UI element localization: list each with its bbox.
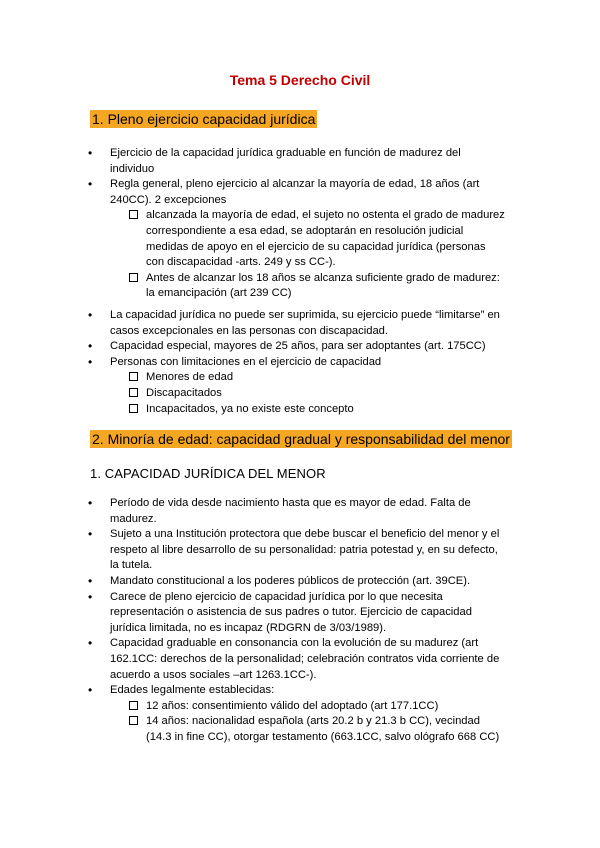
exceptions-list [110, 208, 506, 302]
checkbox-square-icon [129, 404, 138, 413]
list-item: • Capacidad graduable en consonancia con la evolución de su madurez (art 162.1CC: derechos de la personalidad; celebración contratos vida corriente de acuerdo a usos sociales –art 1263.1CC-). [86, 636, 506, 683]
list-item: Antes de alcanzar los 18 años se alcanza suficiente grado de madurez: la emancipación (art 239 CC) [110, 271, 506, 302]
list-item: • Personas con limitaciones en el ejercicio de capacidad Menores de edad Discapacitados Incapacitados, ya no existe este concepto [86, 355, 506, 417]
section-1-heading: 1. Pleno ejercicio capacidad jurídica [92, 111, 316, 127]
limitations-list [110, 370, 506, 417]
section-2-heading: 2. Minoría de edad: capacidad gradual y responsabilidad del menor [92, 431, 510, 447]
ages-list [110, 699, 506, 746]
checkbox-square-icon [129, 388, 138, 397]
list-item: • Regla general, pleno ejercicio al alcanzar la mayoría de edad, 18 años (art 240CC). 2 excepciones alcanzada la mayoría de edad, el sujeto no ostenta el grado de madurez correspondiente a esa edad, se adoptarán en resolución judicial medidas de apoyo en el ejercicio de su capacidad jurídica (personas con discapacidad -arts. 249 y ss CC-). Antes de alcanzar los 18 años se alcanza suficiente grado de madurez: la emancipación (art 239 CC) [86, 177, 506, 302]
checkbox-square-icon [129, 716, 138, 725]
list-item: • Sujeto a una Institución protectora que debe buscar el beneficio del menor y el respeto al libre desarrollo de su personalidad: patria potestad y, en su defecto, la tutela. [86, 527, 506, 574]
list-item: • Edades legalmente establecidas: 12 años: consentimiento válido del adoptado (art 177.1CC) 14 años: nacionalidad española (arts 20.2 b y 21.3 b CC), vecindad (14.3 in fine CC), otorgar testamento (663.1CC, salvo ológrafo 668 CC) [86, 683, 506, 745]
section-1-list-a [86, 146, 506, 302]
list-item: • Período de vida desde nacimiento hasta que es mayor de edad. Falta de madurez. [86, 496, 506, 527]
section-2-subheading: 1. CAPACIDAD JURÍDICA DEL MENOR [90, 466, 326, 481]
list-item: Menores de edad [110, 370, 506, 386]
list-item: • Mandato constitucional a los poderes públicos de protección (art. 39CE). [86, 574, 506, 590]
page-title: Tema 5 Derecho Civil [229, 72, 371, 88]
section-2-list [86, 496, 506, 746]
checkbox-square-icon [129, 701, 138, 710]
list-item: 14 años: nacionalidad española (arts 20.2 b y 21.3 b CC), vecindad (14.3 in fine CC), otorgar testamento (663.1CC, salvo ológrafo 668 CC) [110, 714, 506, 745]
checkbox-square-icon [129, 210, 138, 219]
section-1-list-b [86, 308, 506, 417]
list-item: Incapacitados, ya no existe este concepto [110, 402, 506, 418]
checkbox-square-icon [129, 273, 138, 282]
list-item: alcanzada la mayoría de edad, el sujeto no ostenta el grado de madurez correspondiente a esa edad, se adoptarán en resolución judicial medidas de apoyo en el ejercicio de su capacidad jurídica (personas con discapacidad -arts. 249 y ss CC-). [110, 208, 506, 270]
list-item: • Carece de pleno ejercicio de capacidad jurídica por lo que necesita representación o asistencia de sus padres o tutor. Ejercicio de capacidad jurídica limitada, no es incapaz (RDGRN de 3/03/1989). [86, 590, 506, 637]
checkbox-square-icon [129, 372, 138, 381]
list-item: 12 años: consentimiento válido del adoptado (art 177.1CC) [110, 699, 506, 715]
list-item: • Ejercicio de la capacidad jurídica graduable en función de madurez del individuo [86, 146, 506, 177]
list-item: • Capacidad especial, mayores de 25 años, para ser adoptantes (art. 175CC) [86, 339, 506, 355]
list-item: • La capacidad jurídica no puede ser suprimida, su ejercicio puede “limitarse” en casos excepcionales en las personas con discapacidad. [86, 308, 506, 339]
list-item: Discapacitados [110, 386, 506, 402]
